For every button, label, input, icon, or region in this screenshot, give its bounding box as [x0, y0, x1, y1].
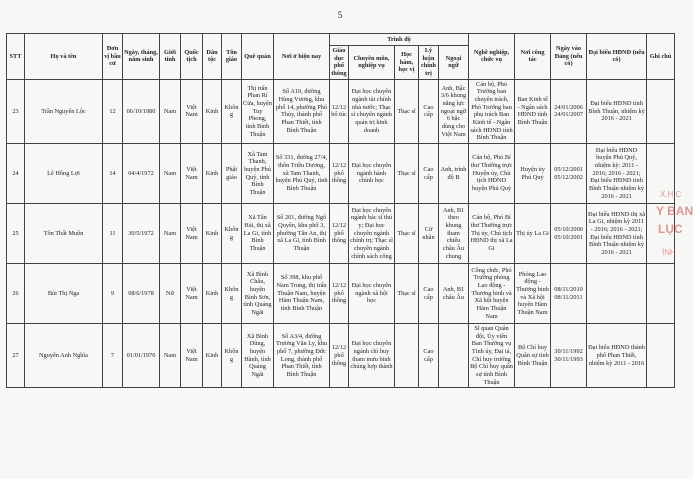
cell-dob: 06/10/1980 [123, 79, 160, 143]
col-party-date: Ngày vào Đảng (nếu có) [551, 34, 587, 80]
cell-language [439, 324, 469, 388]
cell-nationality: Việt Nam [181, 79, 203, 143]
cell-politics: Cao cấp [419, 79, 439, 143]
cell-ethnicity: Kinh [203, 79, 222, 143]
col-dob: Ngày, tháng, năm sinh [123, 34, 160, 80]
cell-gender: Nam [160, 324, 181, 388]
cell-nationality: Việt Nam [181, 204, 203, 264]
cell-specialty: Đại học chuyên ngành bác sĩ thú y; Đại học chuyên ngành chính trị; Thạc sĩ chuyên ngành chính sách công [349, 204, 395, 264]
table-row [7, 324, 675, 388]
cell-language: Anh, B1 theo khung tham chiếu châu Âu chung [439, 204, 469, 264]
col-unit: Đơn vị bầu cử [103, 34, 123, 80]
col-religion: Tôn giáo [222, 34, 242, 80]
cell-gender: Nam [160, 79, 181, 143]
cell-delegate: Đại biểu HĐND tỉnh Bình Thuận, nhiệm kỳ 2016 - 2021 [587, 79, 647, 143]
table-body [7, 79, 675, 388]
cell-occupation: Sĩ quan Quân đội, Ủy viên Ban Thường vụ Tỉnh ủy, Đại tá, Chỉ huy trưởng Bộ Chỉ huy quân sự tỉnh Bình Thuận [469, 324, 515, 388]
cell-hometown: Xã Tân Hải, thị xã La Gi, tỉnh Bình Thuận [242, 204, 274, 264]
cell-name: Bùi Thị Nga [25, 264, 103, 324]
table-row [7, 144, 675, 204]
cell-gender: Nữ [160, 264, 181, 324]
cell-workplace: Bộ Chỉ huy Quân sự tỉnh Bình Thuận [515, 324, 551, 388]
cell-hometown: Xã Bình Dũng, huyện Hành, tỉnh Quảng Ngãi [242, 324, 274, 388]
col-residence: Nơi ở hiện nay [274, 34, 330, 80]
cell-gender: Nam [160, 204, 181, 264]
col-nationality: Quốc tịch [181, 34, 203, 80]
col-education-group: Trình độ [330, 34, 469, 46]
cell-ethnicity: Kinh [203, 144, 222, 204]
cell-delegate [587, 264, 647, 324]
cell-residence: Số 398, khu phố Nam Trung, thị trấn Thuận Nam, huyện Hàm Thuận Nam, tỉnh Bình Thuận [274, 264, 330, 324]
cell-residence: Số A10, đường Hùng Vương, khu phố 14, phường Phú Thủy, thành phố Phan Thiết, tỉnh Bình Thuận [274, 79, 330, 143]
col-delegate: Đại biểu HĐND (nếu có) [587, 34, 647, 80]
col-hometown: Quê quán [242, 34, 274, 80]
cell-language: Anh, Bậc 3/6 khung năng lực ngoại ngữ 6 bậc dùng cho Việt Nam [439, 79, 469, 143]
cell-language: Anh, B1 châu Âu [439, 264, 469, 324]
cell-note [647, 79, 675, 143]
cell-name: Nguyễn Anh Nghĩa [25, 324, 103, 388]
cell-stt: 26 [7, 264, 25, 324]
cell-delegate: Đại biểu HĐND huyện Phú Quý, nhiệm kỳ: 2011 - 2016; 2016 - 2021; Đại biểu HĐND tỉnh Bình Thuận nhiệm kỳ 2016 - 2021 [587, 144, 647, 204]
cell-dob: 08/6/1978 [123, 264, 160, 324]
cell-nationality: Việt Nam [181, 324, 203, 388]
cell-occupation: Cán bộ, Phó Trưởng ban chuyên trách, Phó Trưởng ban phụ trách Ban Kinh tế - Ngân sách HĐND tỉnh Bình Thuận [469, 79, 515, 143]
cell-politics: Cử nhân [419, 204, 439, 264]
col-specialty: Chuyên môn, nghiệp vụ [349, 46, 395, 80]
cell-general-edu: 12/12 phổ thông [330, 144, 349, 204]
cell-residence: Số A3/4, đường Trương Văn Ly, khu phố 7, phường Đức Long, thành phố Phan Thiết, tỉnh Bình Thuận [274, 324, 330, 388]
cell-party-date: 05/12/2001 05/12/2002 [551, 144, 587, 204]
cell-party-date: 05/10/2000 05/10/2001 [551, 204, 587, 264]
cell-residence: Số 201, đường Ngô Quyền, khu phố 3, phường Tân An, thị xã La Gi, tỉnh Bình Thuận [274, 204, 330, 264]
cell-dob: 30/5/1972 [123, 204, 160, 264]
col-ethnicity: Dân tộc [203, 34, 222, 80]
cell-note [647, 264, 675, 324]
col-politics: Lý luận chính trị [419, 46, 439, 80]
header-row-1 [7, 34, 675, 46]
table-row [7, 79, 675, 143]
cell-gender: Nam [160, 144, 181, 204]
cell-general-edu: 12/12 phổ thông [330, 264, 349, 324]
cell-occupation: Công chức, Phó Trưởng phòng Lao động - Thương binh và Xã hội huyện Hàm Thuận Nam [469, 264, 515, 324]
cell-stt: 27 [7, 324, 25, 388]
cell-note [647, 144, 675, 204]
cell-general-edu: 12/12 phổ thông [330, 324, 349, 388]
cell-workplace: Thị ủy La Gi [515, 204, 551, 264]
cell-ethnicity: Kinh [203, 324, 222, 388]
cell-occupation: Cán bộ, Phó Bí thư Thường trực Huyện ủy, Chủ tịch HĐND huyện Phú Quý [469, 144, 515, 204]
cell-party-date: 24/01/2006 24/01/2007 [551, 79, 587, 143]
cell-politics: Cao cấp [419, 324, 439, 388]
cell-workplace: Huyện ủy Phú Quý [515, 144, 551, 204]
cell-nationality: Việt Nam [181, 264, 203, 324]
cell-specialty: Đại học chuyên ngành xã hội học [349, 264, 395, 324]
table-row [7, 204, 675, 264]
cell-specialty: Đại học chuyên ngành chỉ huy tham mưu binh chủng hợp thành [349, 324, 395, 388]
cell-ethnicity: Kinh [203, 204, 222, 264]
col-stt: STT [7, 34, 25, 80]
cell-degree: Thạc sĩ [395, 144, 419, 204]
table-row [7, 264, 675, 324]
cell-stt: 25 [7, 204, 25, 264]
cell-party-date: 30/11/1992 30/11/1993 [551, 324, 587, 388]
cell-workplace: Phòng Lao động - Thương binh và Xã hội huyện Hàm Thuận Nam [515, 264, 551, 324]
cell-religion: Không [222, 79, 242, 143]
cell-nationality: Việt Nam [181, 144, 203, 204]
cell-religion: Phật giáo [222, 144, 242, 204]
cell-specialty: Đại học chuyên ngành tài chính nhà nước; Thạc sĩ chuyên ngành quản trị kinh doanh [349, 79, 395, 143]
cell-degree: Thạc sĩ [395, 204, 419, 264]
cell-religion: Không [222, 324, 242, 388]
cell-hometown: Xã Tam Thanh, huyện Phú Quý, tỉnh Bình Thuận [242, 144, 274, 204]
red-stamp-seal: X.H.C Y BAN LỤC ÌNH [656, 190, 693, 257]
cell-dob: 01/01/1970 [123, 324, 160, 388]
cell-politics: Cao cấp [419, 264, 439, 324]
col-note: Ghi chú [647, 34, 675, 80]
cell-delegate: Đại biểu HĐND thành phố Phan Thiết, nhiệm kỳ 2011 - 2016 [587, 324, 647, 388]
cell-name: Trần Nguyên Lộc [25, 79, 103, 143]
cell-ethnicity: Kinh [203, 264, 222, 324]
cell-degree [395, 324, 419, 388]
cell-note [647, 204, 675, 264]
cell-general-edu: 12/12 bổ túc [330, 79, 349, 143]
candidate-table [6, 33, 675, 388]
cell-dob: 04/4/1972 [123, 144, 160, 204]
col-gender: Giới tính [160, 34, 181, 80]
cell-delegate: Đại biểu HĐND thị xã La Gi, nhiệm kỳ 2011 - 2016; 2016 - 2021; Đại biểu HĐND tỉnh Bình Thuận nhiệm kỳ 2016 - 2021 [587, 204, 647, 264]
cell-unit: 11 [103, 204, 123, 264]
cell-specialty: Đại học chuyên ngành hành chính học [349, 144, 395, 204]
col-name: Họ và tên [25, 34, 103, 80]
cell-unit: 7 [103, 324, 123, 388]
cell-name: Tôn Thất Muộn [25, 204, 103, 264]
cell-hometown: Xã Bình Châu, huyện Bình Sơn, tỉnh Quảng Ngãi [242, 264, 274, 324]
cell-name: Lê Hồng Lợi [25, 144, 103, 204]
cell-unit: 9 [103, 264, 123, 324]
col-degree: Học hàm, học vị [395, 46, 419, 80]
cell-unit: 12 [103, 79, 123, 143]
cell-degree: Thạc sĩ [395, 79, 419, 143]
cell-religion: Không [222, 264, 242, 324]
cell-stt: 24 [7, 144, 25, 204]
cell-religion: Không [222, 204, 242, 264]
cell-politics: Cao cấp [419, 144, 439, 204]
cell-unit: 14 [103, 144, 123, 204]
cell-workplace: Ban Kinh tế - Ngân sách HĐND tỉnh Bình Thuận [515, 79, 551, 143]
cell-general-edu: 12/12 phổ thông [330, 204, 349, 264]
page-number: 5 [337, 10, 343, 20]
cell-party-date: 08/11/2010 08/11/2011 [551, 264, 587, 324]
col-workplace: Nơi công tác [515, 34, 551, 80]
cell-occupation: Cán bộ, Phó Bí thư Thường trực Thị ủy, Chủ tịch HĐND thị xã La Gi [469, 204, 515, 264]
cell-hometown: Thị trấn Phan Rí Cửa, huyện Tuy Phong, tỉnh Bình Thuận [242, 79, 274, 143]
cell-language: Anh, trình độ B [439, 144, 469, 204]
cell-note [647, 324, 675, 388]
cell-stt: 23 [7, 79, 25, 143]
col-occupation: Nghề nghiệp, chức vụ [469, 34, 515, 80]
cell-residence: Số 331, đường 27/4, thôn Triều Dương, xã Tam Thanh, huyện Phú Quý, tỉnh Bình Thuận [274, 144, 330, 204]
col-general-edu: Giáo dục phổ thông [330, 46, 349, 80]
cell-degree: Thạc sĩ [395, 264, 419, 324]
col-language: Ngoại ngữ [439, 46, 469, 80]
